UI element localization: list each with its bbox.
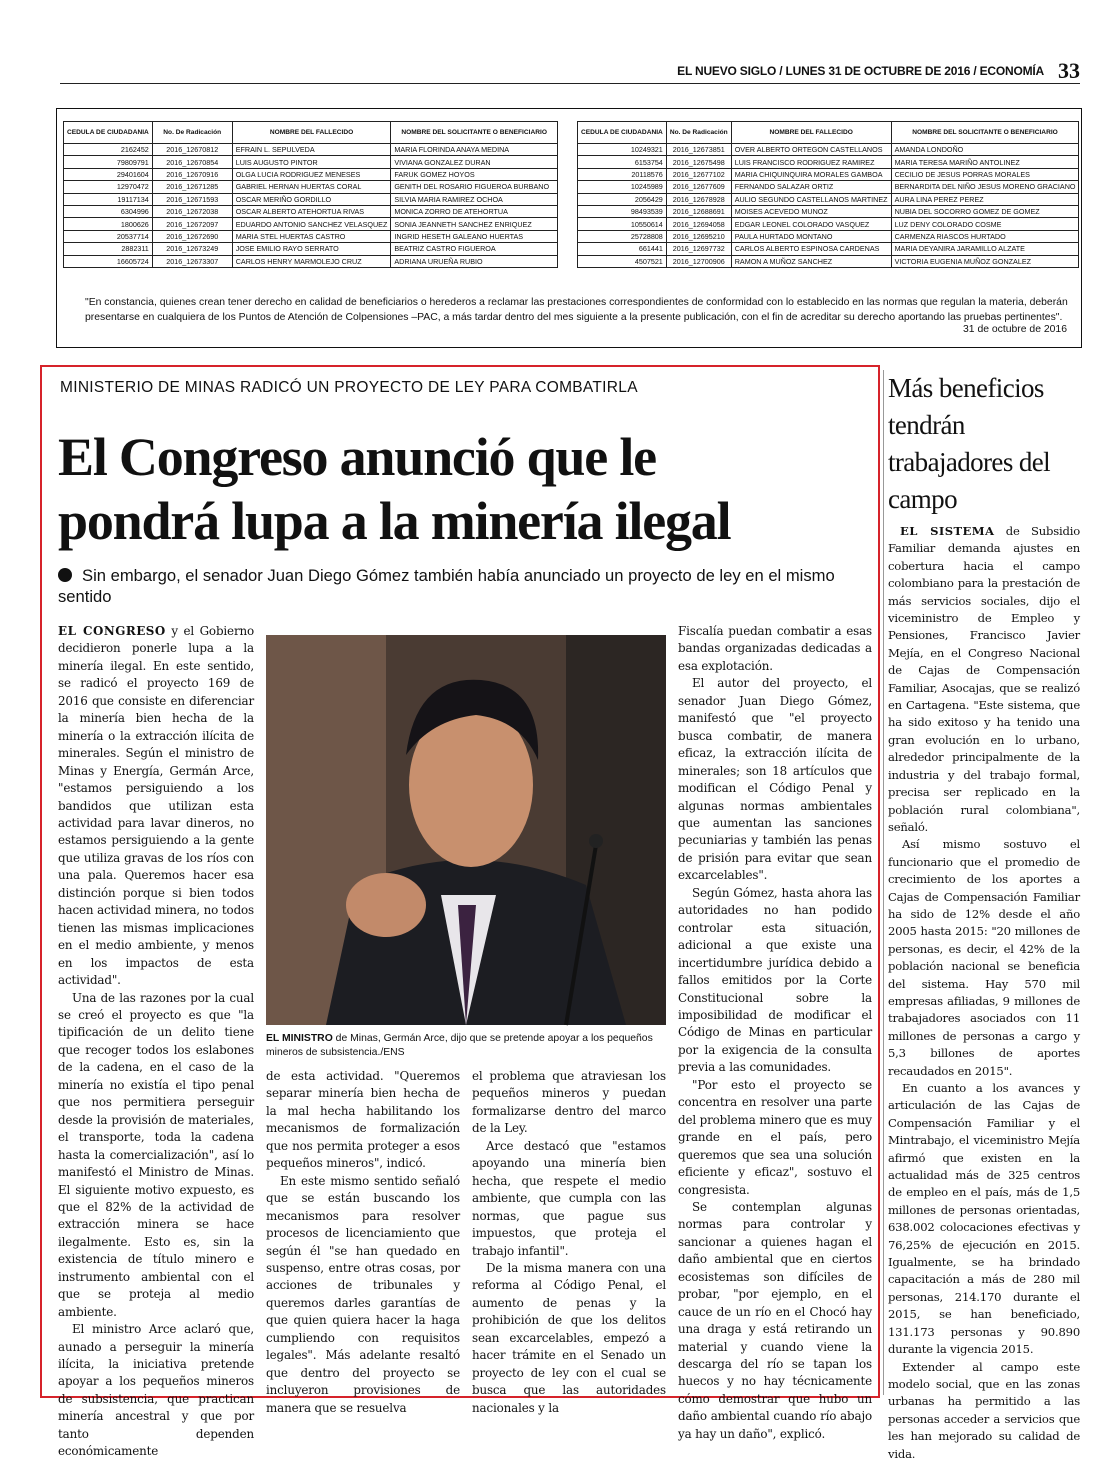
article-paragraph: El ministro Arce aclaró que, aunado a perseguir la minería ilícita, la iniciativa pretende apoyar a los pequeños mineros de subsistencia, que practican minería ancestral y que por tanto dependen económicamente xyxy=(58,1322,254,1459)
table-row xyxy=(578,156,1079,168)
table-cell: 2056429 xyxy=(578,193,667,205)
table-cell: 4507521 xyxy=(578,255,667,267)
table-row xyxy=(64,218,558,230)
sidebar-lead: EL SISTEMA xyxy=(900,524,995,538)
table-header-cell: NOMBRE DEL FALLECIDO xyxy=(731,122,891,144)
sidebar-article xyxy=(888,370,1083,1461)
notice-date: 31 de octubre de 2016 xyxy=(963,324,1067,335)
caption-text: de Minas, Germán Arce, dijo que se pretende apoyar a los pequeños mineros de subsistencia./ENS xyxy=(266,1033,653,1058)
article-paragraph: El autor del proyecto, el senador Juan Diego Gómez, manifestó que "el proyecto busca combatir, de manera eficaz, la extracción ilícita de minerales; son 18 artículos que modifican el Código Penal y algunas normas ambientales que aumentan las sanciones pecuniarias y también las penas de prisión para evitar que sean excarcelables". xyxy=(678,676,872,883)
sidebar-text: de Subsidio Familiar demanda ajustes en cobertura hacia el campo colombiano para la prestación de más servicios sociales, dijo el viceministro de Empleo y Pensiones, Francisco Javier Mejía, en el Congreso Nacional de Cajas de Compensación Familiar, Asocajas, que se realizó en Cartagena. "Este sistema, que ha sido exitoso y ha tenido una gran evolución en lo urbano, alrededor principalmente de la industria y del trabajo formal, precisa ser replicado en la población rural colombiana", señaló. xyxy=(888,524,1080,834)
article-paragraph: el problema que atraviesan los pequeños mineros y puedan formalizarse dentro del marco de la Ley. xyxy=(472,1069,666,1136)
notice-table-right xyxy=(577,121,1079,268)
table-cell: 2016_12672097 xyxy=(152,218,232,230)
table-cell: NUBIA DEL SOCORRO GOMEZ DE GOMEZ xyxy=(891,205,1079,217)
table-cell: AMANDA LONDOÑO xyxy=(891,144,1079,156)
table-cell: 2016_12697732 xyxy=(666,243,731,255)
column-divider xyxy=(883,370,884,1395)
table-cell: MARIA CHIQUINQUIRA MORALES GAMBOA xyxy=(731,168,891,180)
page-header xyxy=(60,58,1080,84)
sidebar-paragraph xyxy=(888,523,1080,836)
table-cell: LUIS AUGUSTO PINTOR xyxy=(232,156,391,168)
sidebar-paragraph: En cuanto a los avances y articulación de las Cajas de Compensación Familiar y el Mintrabajo, el viceministro Mejía afirmó que existen en la actualidad más de 325 centros de empleo en el país, más de 1,5 millones de personas orientadas, 638.002 colocaciones efectivas y 76,25% de ejecución en 2015. Igualmente, se ha brindado capacitación a más de 280 mil personas, 214.170 durante el 2015, se han beneficiado, 131.173 personas y 90.890 durante la vigencia 2015. xyxy=(888,1081,1080,1357)
table-header-cell: No. De Radicación xyxy=(666,122,731,144)
article-paragraph: En este mismo sentido señaló que se están buscando los mecanismos para resolver procesos de licenciamiento que según él "se han quedado en suspenso, entre otras cosas, por acciones de tribunales y queremos darles garantías de que quien quiera hacer la haga cumpliendo con requisitos legales". Más adelante resaltó que dentro del proyecto se incluyeron provisiones de manera que se resuelva xyxy=(266,1173,460,1415)
table-cell: 29401604 xyxy=(64,168,153,180)
notice-table-left xyxy=(63,121,558,268)
article-text: y el Gobierno decidieron ponerle lupa a la minería ilegal. En este sentido, se radicó el proyecto 169 de 2016 que consiste en diferenciar la minería bien hecha de la minería o la extracción ilícita de minerales. Según el ministro de Minas y Energía, Germán Arce, "estamos persiguiendo a los bandidos que utilizan esta actividad para lavar dineros, no estamos persiguiendo a la gente que utiliza gravas de los ríos con una pala. Queremos hacer esa distinción porque si bien todos hacen actividad minera, no todos tienen las mismas implicaciones en el medio ambiente, y menos en los impactos de esta actividad". xyxy=(58,624,254,988)
table-cell: GABRIEL HERNAN HUERTAS CORAL xyxy=(232,181,391,193)
table-cell: FARUK GOMEZ HOYOS xyxy=(391,168,558,180)
table-header-cell: CEDULA DE CIUDADANIA xyxy=(578,122,667,144)
table-cell: OVER ALBERTO ORTEGON CASTELLANOS xyxy=(731,144,891,156)
table-row xyxy=(578,255,1079,267)
table-cell: FERNANDO SALAZAR ORTIZ xyxy=(731,181,891,193)
table-cell: 2016_12673307 xyxy=(152,255,232,267)
article-paragraph: "Por esto el proyecto se concentra en resolver una parte del problema minero que es muy grande en el país, pero queremos que sea una solución eficiente y eficaz", sostuvo el congresista. xyxy=(678,1077,872,1197)
article-paragraph: Una de las razones por la cual se creó el proyecto es que "la tipificación de un delito tiene que recoger todos los eslabones de la cadena, en el caso de la minería no existía el tipo penal que nos permitiera perseguir desde la provisión de materiales, el transporte, toda la cadena hasta la comercialización", así lo manifestó el Ministro de Minas. El siguiente motivo expuesto, es que el 82% de la actividad de extracción minera se hace ilegalmente. Esto es, sin la existencia de título minero e instrumento ambiental con el que se proteja al medio ambiente. xyxy=(58,990,254,1319)
table-cell: INGRID HESETH GALEANO HUERTAS xyxy=(391,230,558,242)
table-cell: 10245989 xyxy=(578,181,667,193)
table-cell: 2882311 xyxy=(64,243,153,255)
table-cell: CARMENZA RIASCOS HURTADO xyxy=(891,230,1079,242)
table-cell: PAULA HURTADO MONTANO xyxy=(731,230,891,242)
table-cell: 6153754 xyxy=(578,156,667,168)
table-header-cell: NOMBRE DEL SOLICITANTE O BENEFICIARIO xyxy=(391,122,558,144)
table-cell: OSCAR MERIÑO GORDILLO xyxy=(232,193,391,205)
table-cell: 2016_12671285 xyxy=(152,181,232,193)
table-row xyxy=(64,243,558,255)
table-cell: VIVIANA GONZALEZ DURAN xyxy=(391,156,558,168)
subhead-text: Sin embargo, el senador Juan Diego Gómez también había anunciado un proyecto de ley en el mismo sentido xyxy=(58,566,835,606)
table-cell: SILVIA MARIA RAMIREZ OCHOA xyxy=(391,193,558,205)
table-header-cell: NOMBRE DEL SOLICITANTE O BENEFICIARIO xyxy=(891,122,1079,144)
table-cell: 79809791 xyxy=(64,156,153,168)
table-row xyxy=(64,168,558,180)
table-cell: 2016_12672038 xyxy=(152,205,232,217)
table-cell: BERNARDITA DEL NIÑO JESUS MORENO GRACIANO xyxy=(891,181,1079,193)
table-cell: MOISES ACEVEDO MUNOZ xyxy=(731,205,891,217)
article-paragraph: De la misma manera con una reforma al Código Penal, el aumento de penas y la prohibición de que los delitos sean excarcelables, empezó a hacer trámite en el Senado un proyecto de ley con el cual se busca que las autoridades nacionales y la xyxy=(472,1260,666,1415)
table-cell: SONIA JEANNETH SANCHEZ ENRIQUEZ xyxy=(391,218,558,230)
table-cell: LUIS FRANCISCO RODRIGUEZ RAMIREZ xyxy=(731,156,891,168)
table-row xyxy=(64,193,558,205)
table-cell: 2016_12700906 xyxy=(666,255,731,267)
article-column-2 xyxy=(266,1068,460,1417)
article-kicker: MINISTERIO DE MINAS RADICÓ UN PROYECTO DE LEY PARA COMBATIRLA xyxy=(60,379,638,396)
table-cell: CARLOS HENRY MARMOLEJO CRUZ xyxy=(232,255,391,267)
table-cell: EDUARDO ANTONIO SANCHEZ VELASQUEZ xyxy=(232,218,391,230)
table-row xyxy=(578,193,1079,205)
table-cell: EFRAIN L. SEPULVEDA xyxy=(232,144,391,156)
photo-illustration xyxy=(266,635,666,1025)
table-cell: 20118576 xyxy=(578,168,667,180)
minister-photo xyxy=(266,635,666,1025)
table-row xyxy=(578,218,1079,230)
header-text: EL NUEVO SIGLO / LUNES 31 DE OCTUBRE DE 2016 / ECONOMÍA xyxy=(677,64,1044,78)
table-cell: 2016_12677102 xyxy=(666,168,731,180)
table-row xyxy=(578,181,1079,193)
article-paragraph: Se contemplan algunas normas para controlar y sancionar a quienes hagan el daño ambiental que en ciertos ecosistemas son difíciles de probar, "por ejemplo, en el cauce de un río en el Chocó hay una draga y está retirando un material y cuando viene la descarga del río se tapan los huecos y no hay técnicamente cómo demostrar que hubo un daño ambiental cuando río abajo ya hay un daño", explicó. xyxy=(678,1199,872,1441)
table-cell: JOSE EMILIO RAYO SERRATO xyxy=(232,243,391,255)
table-row xyxy=(578,205,1079,217)
article-column-4 xyxy=(678,623,872,1443)
table-cell: 1800626 xyxy=(64,218,153,230)
table-cell: 2016_12670812 xyxy=(152,144,232,156)
article-headline xyxy=(58,425,878,553)
article-paragraph: Fiscalía puedan combatir a esas bandas organizadas dedicadas a esa explotación. xyxy=(678,624,872,673)
article-paragraph: Según Gómez, hasta ahora las autoridades no han podido controlar esta situación, adicional a que existe una incertidumbre jurídica debido a fallos emitidos por la Corte Constitucional sobre la imposibilidad de modificar el Código de Minas en particular por la exigencia de la consulta previa a las comunidades. xyxy=(678,885,872,1075)
table-cell: MARIA TERESA MARIÑO ANTOLINEZ xyxy=(891,156,1079,168)
table-header-cell: NOMBRE DEL FALLECIDO xyxy=(232,122,391,144)
table-cell: 2016_12673249 xyxy=(152,243,232,255)
article-column-3 xyxy=(472,1068,666,1417)
bullet-icon xyxy=(58,568,72,582)
table-cell: 98493539 xyxy=(578,205,667,217)
article-paragraph: Arce destacó que "estamos apoyando una minería bien hecha, que respete el medio ambiente, que cumpla con las normas, que pague sus impuestos, que proteja el trabajo infantil". xyxy=(472,1138,666,1258)
article-lead: EL CONGRESO xyxy=(58,624,166,638)
table-cell: 2016_12672690 xyxy=(152,230,232,242)
table-cell: 2016_12671593 xyxy=(152,193,232,205)
table-row xyxy=(64,156,558,168)
table-cell: 2016_12670916 xyxy=(152,168,232,180)
table-header-cell: CEDULA DE CIUDADANIA xyxy=(64,122,153,144)
table-cell: 2016_12675498 xyxy=(666,156,731,168)
table-row xyxy=(64,144,558,156)
table-cell: 10550614 xyxy=(578,218,667,230)
table-row xyxy=(578,144,1079,156)
table-cell: 2162452 xyxy=(64,144,153,156)
table-row xyxy=(64,205,558,217)
table-cell: 2016_12688691 xyxy=(666,205,731,217)
table-cell: 2016_12694058 xyxy=(666,218,731,230)
caption-lead: EL MINISTRO xyxy=(266,1033,333,1044)
table-cell: MARIA FLORINDA ANAYA MEDINA xyxy=(391,144,558,156)
table-cell: MONICA ZORRO DE ATEHORTUA xyxy=(391,205,558,217)
article-column-1 xyxy=(58,623,254,1461)
sidebar-paragraph: Extender al campo este modelo social, que en las zonas urbanas ha permitido a las personas acceder a servicios que les han mejorado su calidad de vida. xyxy=(888,1359,1080,1461)
photo-caption xyxy=(266,1032,666,1060)
table-cell: BEATRIZ CASTRO FIGUEROA xyxy=(391,243,558,255)
table-row xyxy=(64,181,558,193)
table-cell: CECILIO DE JESUS PORRAS MORALES xyxy=(891,168,1079,180)
article-paragraph: de esta actividad. "Queremos separar minería bien hecha de la mal hecha habilitando los mecanismos de formalización que nos permita proteger a esos pequeños mineros", indicó. xyxy=(266,1069,460,1171)
table-cell: RAMON A MUÑOZ SANCHEZ xyxy=(731,255,891,267)
sidebar-paragraph: Así mismo sostuvo el funcionario que el promedio de crecimiento de los aportes a Cajas de Compensación Familiar ha sido de 12% desde el año 2005 hasta 2015: "20 millones de personas, es decir, el 42% de la población nacional se beneficia del sistema. Hay 570 mil empresas afiliadas, 9 millones de trabajadores asociados con 11 millones de personas a cargo y 5,3 billones de aportes recaudados en 2015". xyxy=(888,837,1080,1078)
table-cell: CARLOS ALBERTO ESPINOSA CARDENAS xyxy=(731,243,891,255)
table-cell: 6304996 xyxy=(64,205,153,217)
colpensiones-notice xyxy=(56,108,1082,348)
table-cell: ADRIANA URUEÑA RUBIO xyxy=(391,255,558,267)
page-number: 33 xyxy=(1058,58,1080,83)
main-article xyxy=(40,365,880,1459)
table-cell: LUZ DENY COLORADO COSME xyxy=(891,218,1079,230)
headline-line-1: El Congreso anunció que le xyxy=(58,427,656,487)
table-row xyxy=(578,168,1079,180)
table-cell: 2016_12678928 xyxy=(666,193,731,205)
table-cell: AURA LINA PEREZ PEREZ xyxy=(891,193,1079,205)
notice-constancia: "En constancia, quienes crean tener derecho en calidad de beneficiarios o herederos a reclamar las prestaciones correspondientes de conformidad con lo establecido en las normas que regulan la materia, deberán presentarse en cualquiera de los Puntos de Atención de Colpensiones –PAC, a más tardar dentro del mes siguiente a la presente publicación, con el fin de acreditar su derecho aportando las pruebas pertinentes". xyxy=(85,297,1068,323)
article-paragraph xyxy=(58,623,254,990)
table-cell: 2016_12670854 xyxy=(152,156,232,168)
sidebar-title: Más beneficios tendrán trabajadores del campo xyxy=(888,373,1051,514)
table-row xyxy=(578,230,1079,242)
table-cell: 2016_12673851 xyxy=(666,144,731,156)
article-subhead xyxy=(58,565,868,607)
table-row xyxy=(64,230,558,242)
table-cell: OLGA LUCIA RODRIGUEZ MENESES xyxy=(232,168,391,180)
table-cell: 20537714 xyxy=(64,230,153,242)
table-cell: 16605724 xyxy=(64,255,153,267)
table-cell: VICTORIA EUGENIA MUÑOZ GONZALEZ xyxy=(891,255,1079,267)
table-cell: OSCAR ALBERTO ATEHORTUA RIVAS xyxy=(232,205,391,217)
table-cell: MARIA STEL HUERTAS CASTRO xyxy=(232,230,391,242)
table-cell: 10249321 xyxy=(578,144,667,156)
sidebar-body xyxy=(888,523,1080,1463)
table-cell: AULIO SEGUNDO CASTELLANOS MARTINEZ xyxy=(731,193,891,205)
table-cell: 12970472 xyxy=(64,181,153,193)
table-row xyxy=(578,243,1079,255)
table-cell: GENITH DEL ROSARIO FIGUEROA BURBANO xyxy=(391,181,558,193)
table-cell: 2016_12695210 xyxy=(666,230,731,242)
table-cell: 2016_12677609 xyxy=(666,181,731,193)
headline-line-2: pondrá lupa a la minería ilegal xyxy=(58,491,731,551)
table-cell: 661441 xyxy=(578,243,667,255)
table-cell: 25728808 xyxy=(578,230,667,242)
table-cell: EDGAR LEONEL COLORADO VASQUEZ xyxy=(731,218,891,230)
table-cell: MARIA DEYANIRA JARAMILLO ALZATE xyxy=(891,243,1079,255)
table-cell: 19117134 xyxy=(64,193,153,205)
table-row xyxy=(64,255,558,267)
table-header-cell: No. De Radicación xyxy=(152,122,232,144)
